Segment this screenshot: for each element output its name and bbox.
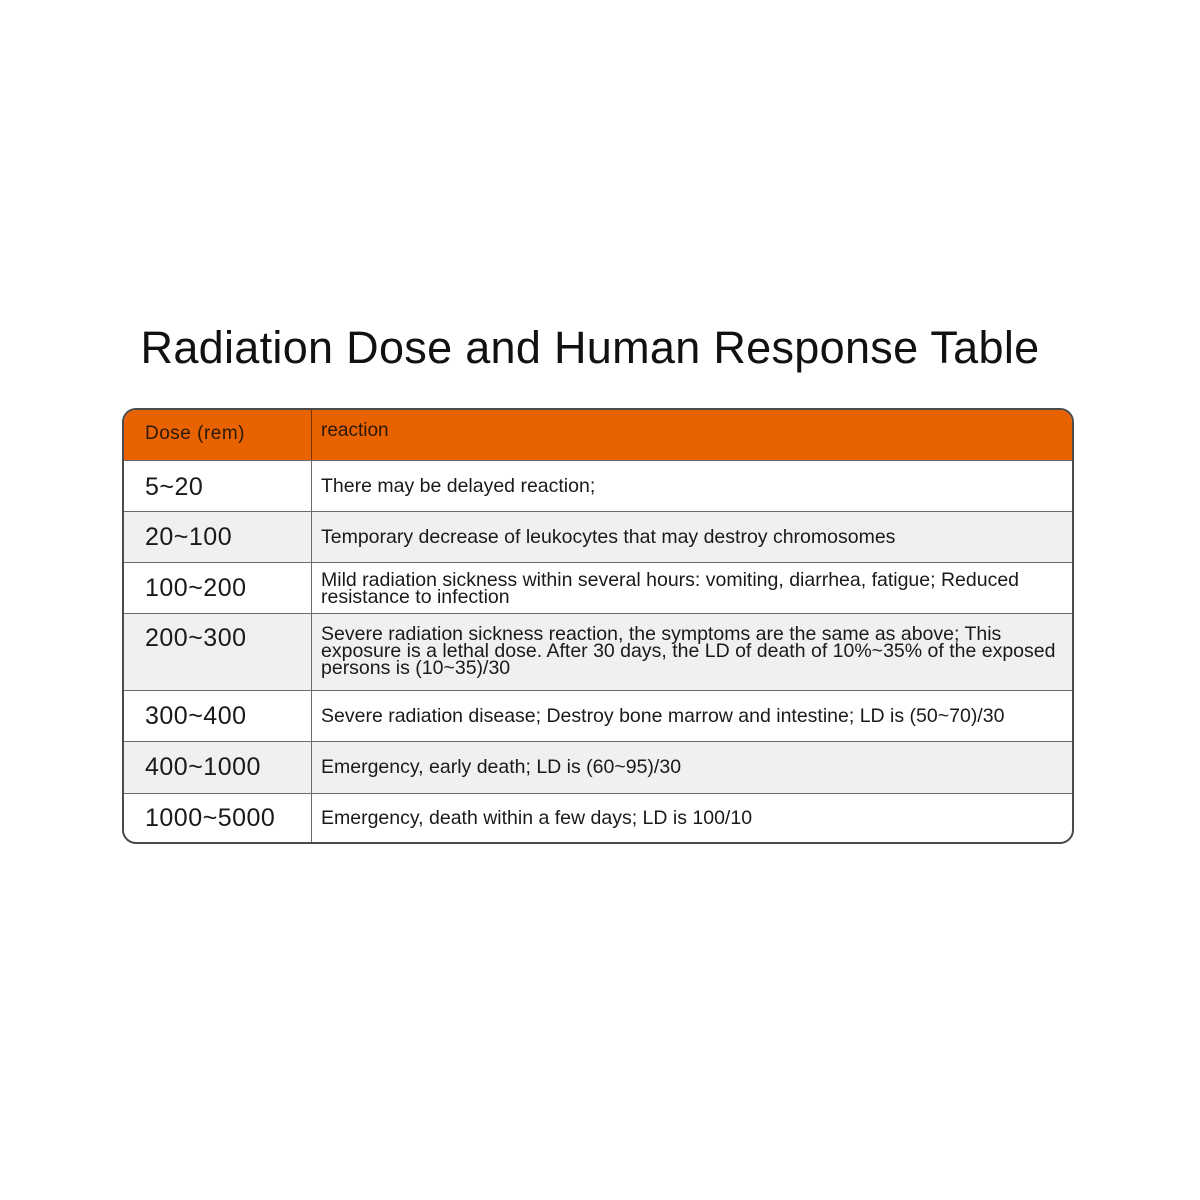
reaction-text: Mild radiation sickness within several hours: vomiting, diarrhea, fatigue; Reduced resistance to infection: [321, 569, 1020, 608]
dose-cell: 5~20: [124, 461, 312, 511]
table-row: [124, 741, 1072, 793]
dose-cell: 100~200: [124, 563, 312, 613]
reaction-text: Severe radiation sickness reaction, the symptoms are the same as above; This exposure is a lethal dose. After 30 days, the LD of death of 10%~35% of the exposed persons is (10~35)/30: [321, 623, 1056, 679]
page-title: Radiation Dose and Human Response Table: [140, 322, 1040, 373]
reaction-text: Emergency, early death; LD is (60~95)/30: [321, 756, 682, 778]
reaction-cell: [312, 614, 1072, 690]
table-row: [124, 562, 1072, 613]
header-reaction: reaction: [321, 420, 389, 441]
reaction-text: Emergency, death within a few days; LD is 100/10: [321, 806, 753, 829]
dose-cell: 400~1000: [124, 742, 312, 793]
table-header-row: [124, 410, 1072, 460]
dose-cell: 200~300: [124, 614, 312, 690]
dose-response-table: [122, 408, 1074, 844]
reaction-cell: [312, 794, 1072, 842]
dose-cell: 300~400: [124, 691, 312, 741]
dose-cell: 1000~5000: [124, 794, 312, 842]
table-row: [124, 460, 1072, 511]
table-row: [124, 690, 1072, 741]
header-dose: Dose (rem): [124, 410, 312, 460]
table-row: [124, 511, 1072, 562]
reaction-cell: [312, 563, 1072, 613]
reaction-cell: [312, 461, 1072, 511]
reaction-text: Severe radiation disease; Destroy bone marrow and intestine; LD is (50~70)/30: [321, 704, 1005, 727]
reaction-cell: [312, 691, 1072, 741]
reaction-text: There may be delayed reaction;: [321, 474, 596, 497]
reaction-cell: [312, 742, 1072, 793]
reaction-cell: [312, 512, 1072, 562]
reaction-text: Temporary decrease of leukocytes that may destroy chromosomes: [321, 525, 896, 548]
table-row: [124, 613, 1072, 690]
dose-cell: 20~100: [124, 512, 312, 562]
table-row: [124, 793, 1072, 842]
